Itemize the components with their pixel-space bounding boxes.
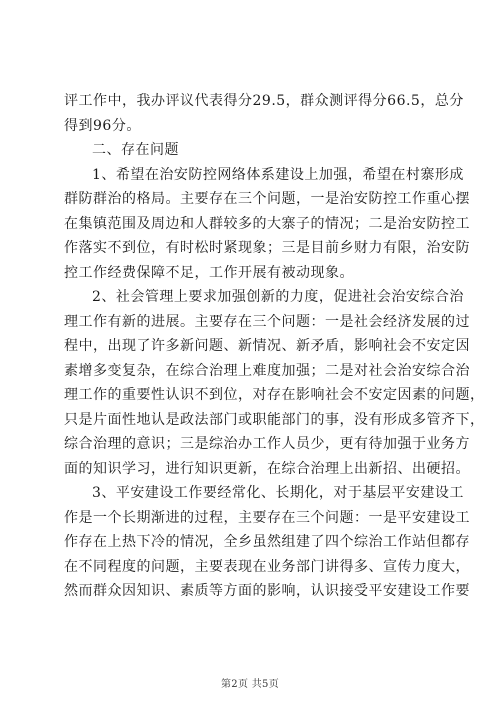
text-line: 在不同程度的问题，主要表现在业务部门讲得多、宣传力度大， <box>64 558 470 575</box>
text-line: 程中，出现了许多新问题、新情况、新矛盾，影响社会不安定因 <box>64 338 470 354</box>
document-body <box>64 89 485 604</box>
text-line: 2、社会管理上要求加强创新的力度，促进社会治安综合治 <box>92 289 464 305</box>
text-line: 群防群治的格局。主要存在三个问题，一是治安防控工作重心摆 <box>64 191 470 207</box>
text-line: 综合治理的意识；三是综治办工作人员少，更有待加强于业务方 <box>64 436 470 452</box>
text-line: 在集镇范围及周边和人群较多的大寨子的情况；二是治安防控工 <box>64 215 470 232</box>
text-line: 作是一个长期渐进的过程，主要存在三个问题：一是平安建设工 <box>64 509 470 526</box>
text-line: 评工作中，我办评议代表得分29.5，群众测评得分66.5，总分 <box>64 93 464 109</box>
text-line: 作存在上热下冷的情况，全乡虽然组建了四个综治工作站但都存 <box>64 534 470 550</box>
page-footer: 第2页 共5页 <box>220 679 279 690</box>
text-line: 得到96分。 <box>64 117 141 134</box>
text-line: 理工作的重要性认识不到位，对存在影响社会不安定因素的问题， <box>64 387 485 403</box>
text-line: 然而群众因知识、素质等方面的影响，认识接受平安建设工作要 <box>64 583 470 599</box>
text-line: 理工作有新的进展。主要存在三个问题：一是社会经济发展的过 <box>64 313 470 330</box>
text-line: 只是片面性地认是政法部门或职能部门的事，没有形成多管齐下， <box>64 411 485 428</box>
text-line: 3、平安建设工作要经常化、长期化，对于基层平安建设工 <box>92 485 464 501</box>
text-line: 作落实不到位，有时松时紧现象；三是目前乡财力有限，治安防 <box>64 240 470 256</box>
text-line: 二、存在问题 <box>92 142 179 158</box>
text-line: 1、希望在治安防控网络体系建设上加强，希望在村寨形成 <box>92 166 464 183</box>
text-line: 控工作经费保障不足，工作开展有被动现象。 <box>64 264 354 281</box>
text-line: 面的知识学习，进行知识更新，在综合治理上出新招、出硬招。 <box>64 460 470 477</box>
text-line: 素增多变复杂，在综合治理上难度加强；二是对社会治安综合治 <box>64 362 470 379</box>
